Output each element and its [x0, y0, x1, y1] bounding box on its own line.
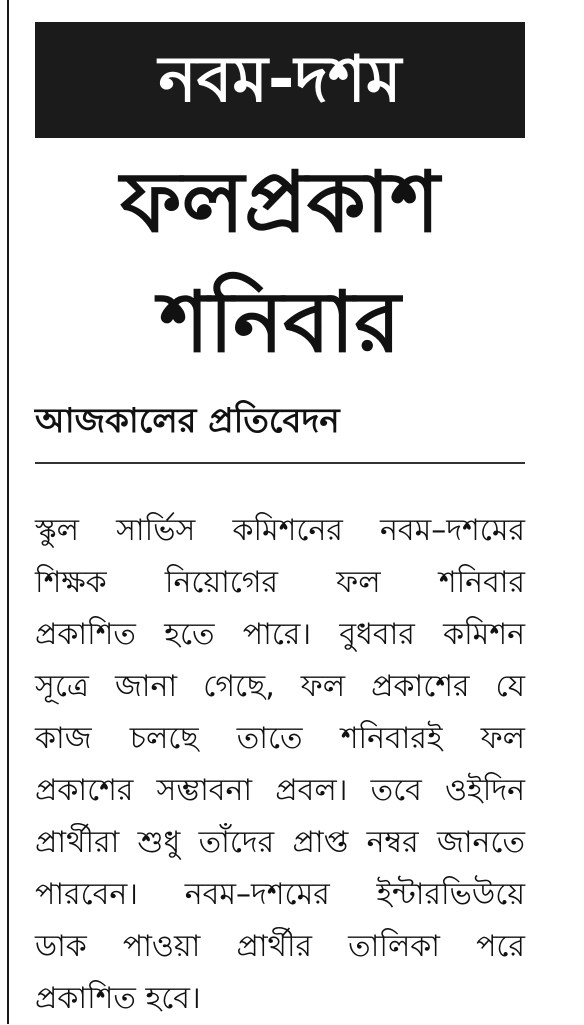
- kicker-text: নবম-দশম: [158, 43, 402, 117]
- body-line: প্রকাশের সম্ভাবনা প্রবল। তবে ওইদিন: [35, 773, 525, 808]
- column-divider-line: [7, 0, 9, 1024]
- body-line: ডাক পাওয়া প্রার্থীর তালিকা পরে: [35, 929, 525, 964]
- byline-divider: [35, 462, 525, 464]
- body-line: কাজ চলছে তাতে শনিবারই ফল: [35, 721, 525, 756]
- body-line: শিক্ষক নিয়োগের ফল শনিবার: [35, 565, 525, 600]
- body-line: সূত্রে জানা গেছে, ফল প্রকাশের যে: [35, 669, 525, 704]
- body-line: প্রার্থীরা শুধু তাঁদের প্রাপ্ত নম্বর জানতে: [35, 825, 525, 860]
- body-line: প্রকাশিত হতে পারে। বুধবার কমিশন: [35, 617, 525, 652]
- byline: আজকালের প্রতিবেদন: [35, 401, 340, 441]
- headline-line-2: শনিবার: [159, 273, 401, 371]
- body-line: স্কুল সার্ভিস কমিশনের নবম–দশমের: [35, 513, 525, 548]
- kicker-banner: [35, 22, 525, 138]
- body-line: পারবেন। নবম–দশমের ইন্টারভিউয়ে: [35, 877, 525, 912]
- body-line: প্রকাশিত হবে।: [35, 981, 201, 1016]
- article-body: [35, 505, 525, 1025]
- headline-line-1: ফলপ্রকাশ: [120, 153, 440, 251]
